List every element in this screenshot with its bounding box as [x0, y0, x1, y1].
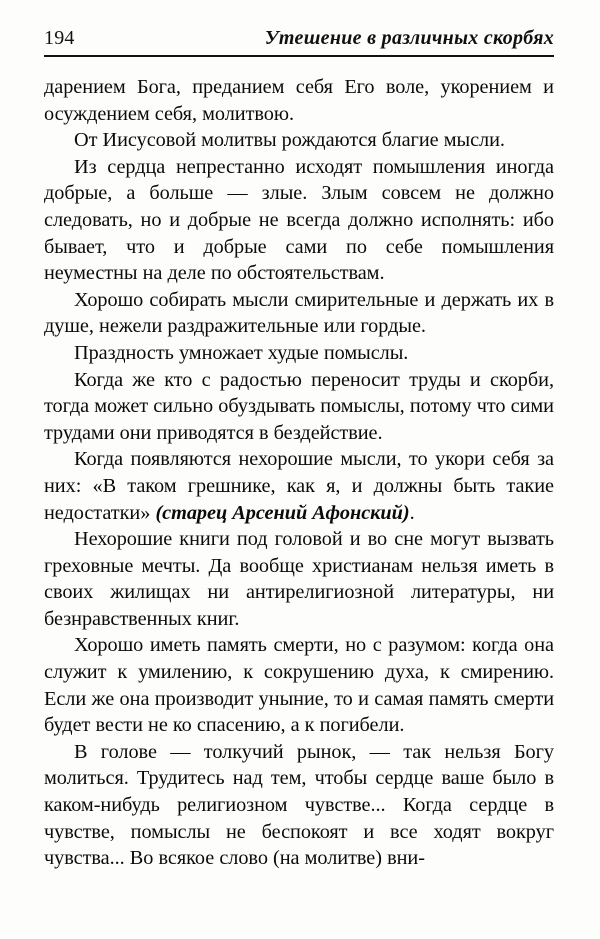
running-title: Утешение в различных скорбях: [264, 27, 554, 49]
paragraph: Хорошо иметь память смерти, но с разумом: когда она служит к умилению, к сокрушению духа, к смирению. Если же она производит уныние, то и самая память смерти будет вести не ко спасению, а к погибели.: [44, 634, 554, 737]
paragraph-with-attribution: [44, 446, 554, 526]
running-head: [44, 26, 554, 52]
quote-text: Когда появляются нехорошие мысли, то укори себя за них: «В таком грешнике, как я, и должны быть такие недостатки»: [44, 448, 554, 524]
quote-attribution: (старец Арсений Афонский): [155, 501, 410, 524]
paragraph-continued: дарением Бога, преданием себя Его воле, укорением и осуждением себя, молитвою.: [44, 76, 554, 125]
paragraph: Хорошо собирать мысли смирительные и держать их в душе, нежели раздражительные или гордые.: [44, 288, 554, 338]
paragraph: Когда же кто с радостью переносит труды и скорби, тогда может сильно обуздывать помыслы, потому что сими трудами они приводятся в бездействие.: [44, 368, 554, 444]
paragraph: От Иисусовой молитвы рождаются благие мысли.: [74, 129, 505, 152]
body-text: [44, 74, 554, 872]
paragraph: Нехорошие книги под головой и во сне могут вызвать греховные мечты. Да вообще христианам нельзя иметь в своих жилищах ни антирелигиозной литературы, ни безнравственных книг.: [44, 528, 554, 630]
page-number: 194: [44, 27, 75, 49]
header-divider: [44, 55, 554, 57]
paragraph-runs-over: В голове — толкучий рынок, — так нельзя Богу молиться. Трудитесь над тем, чтобы сердце ваше было в каком-нибудь религиозном чувстве... Когда сердце в чувстве, помыслы не беспокоят и все ходят вокруг чувства... Во всякое слово (на молитве) вни-: [44, 740, 554, 870]
quote-terminal-punctuation: .: [409, 501, 415, 524]
paragraph: Праздность умножает худые помыслы.: [74, 341, 409, 364]
paragraph: Из сердца непрестанно исходят помышления иногда добрые, а больше — злые. Злым совсем не должно следовать, но и добрые не всегда должно исполнять: ибо бывает, что и добрые сами по себе помышления неуместны на деле по обстоятельствам.: [44, 155, 554, 285]
